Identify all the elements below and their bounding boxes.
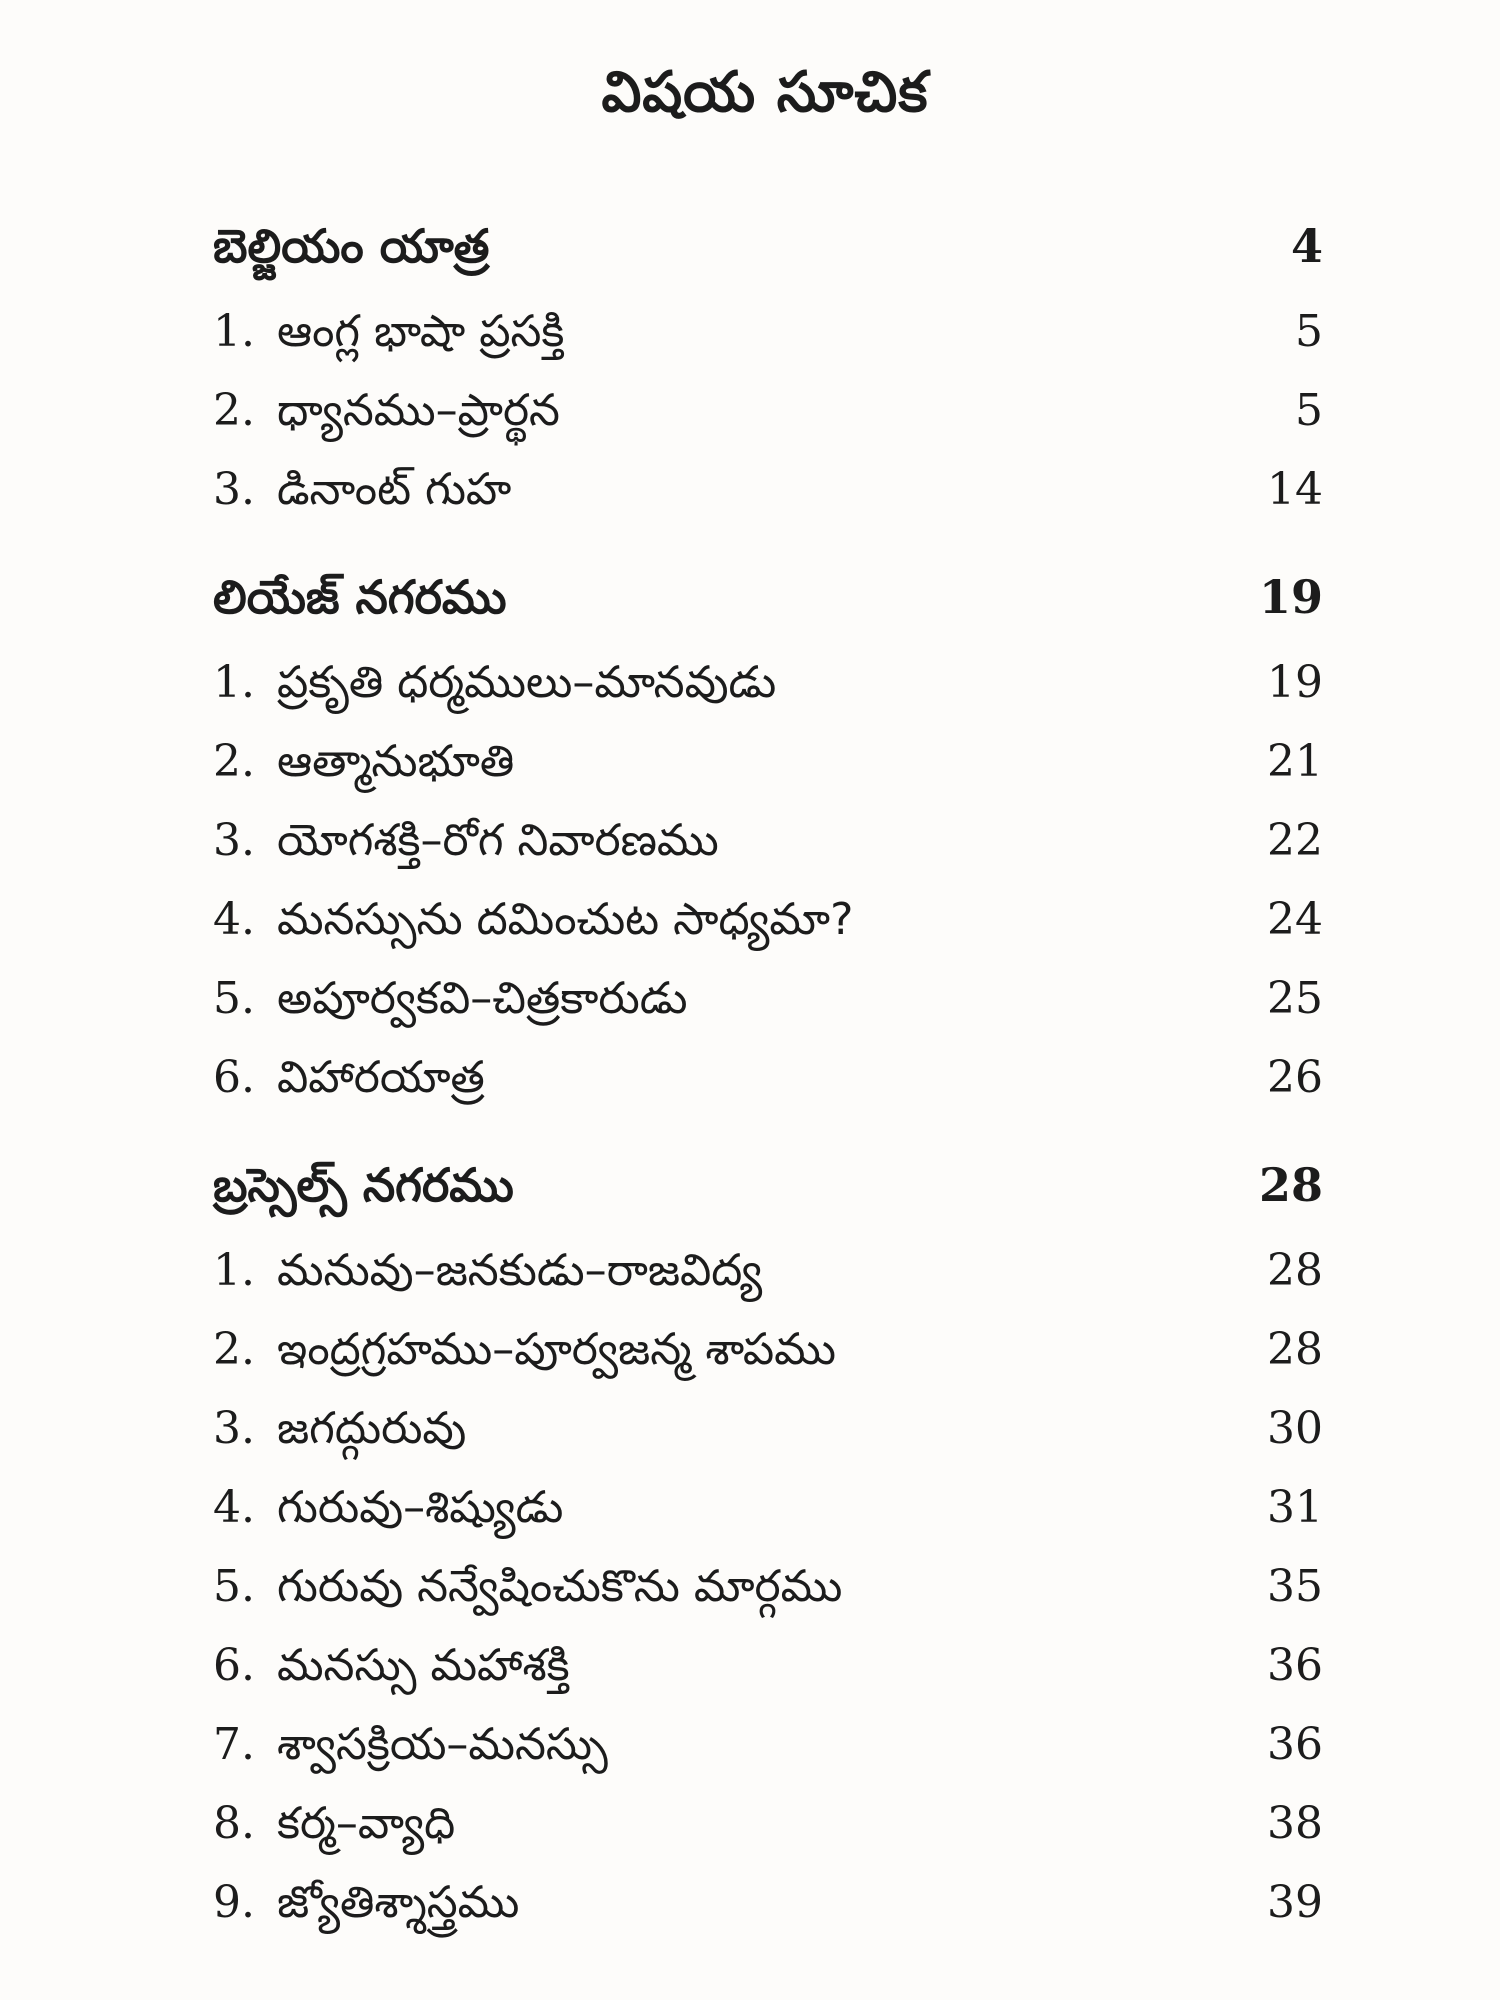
- toc-entry: [213, 1784, 1323, 1863]
- entry-page-number: 22: [1267, 815, 1323, 866]
- toc-entry: [213, 1231, 1323, 1310]
- section-heading: [213, 551, 1323, 643]
- entry-number: 5.: [213, 973, 255, 1024]
- section-heading: [213, 1139, 1323, 1231]
- entry-page-number: 39: [1267, 1877, 1323, 1928]
- entry-page-number: 35: [1267, 1561, 1323, 1612]
- entry-number: 3.: [213, 815, 255, 866]
- toc-entry: [213, 1468, 1323, 1547]
- entry-title: ప్రకృతి ధర్మములు–మానవుడు: [277, 657, 777, 708]
- entry-title: ధ్యానము–ప్రార్థన: [277, 385, 560, 436]
- entry-page-number: 14: [1267, 464, 1323, 515]
- entry-title: ఆత్మానుభూతి: [277, 736, 515, 787]
- entry-title: శ్వాసక్రియ–మనస్సు: [277, 1719, 608, 1770]
- entry-number: 3.: [213, 464, 255, 515]
- entry-number: 2.: [213, 736, 255, 787]
- entry-page-number: 38: [1267, 1798, 1323, 1849]
- entry-number: 8.: [213, 1798, 255, 1849]
- toc-entry: [213, 1547, 1323, 1626]
- toc-entry: [213, 450, 1323, 529]
- entry-title: మనస్సును దమించుట సాధ్యమా?: [277, 894, 854, 945]
- entry-title: గురువు–శిష్యుడు: [277, 1482, 564, 1533]
- entry-page-number: 36: [1267, 1640, 1323, 1691]
- entry-number: 3.: [213, 1403, 255, 1454]
- entry-title: ఇంద్రగ్రహము–పూర్వజన్మ శాపము: [277, 1324, 836, 1375]
- entry-title: విహారయాత్ర: [277, 1052, 485, 1103]
- toc-entry: [213, 643, 1323, 722]
- entry-title: డినాంట్ గుహ: [277, 464, 512, 515]
- section-title: బెల్జియం యాత్ర: [213, 219, 490, 273]
- entry-number: 7.: [213, 1719, 255, 1770]
- entry-page-number: 31: [1267, 1482, 1323, 1533]
- entry-title: కర్మ–వ్యాధి: [277, 1798, 456, 1849]
- entry-page-number: 19: [1267, 657, 1323, 708]
- entry-title: మనస్సు మహాశక్తి: [277, 1640, 570, 1691]
- section-title: లియేజ్ నగరము: [213, 570, 507, 624]
- entry-title: అపూర్వకవి–చిత్రకారుడు: [277, 973, 688, 1024]
- entry-number: 2.: [213, 1324, 255, 1375]
- toc-entry: [213, 1310, 1323, 1389]
- toc-entry: [213, 1389, 1323, 1468]
- entry-title: యోగశక్తి–రోగ నివారణము: [277, 815, 719, 866]
- entry-number: 6.: [213, 1640, 255, 1691]
- entry-page-number: 25: [1267, 973, 1323, 1024]
- toc-entry: [213, 1038, 1323, 1117]
- toc-entry: [213, 1863, 1323, 1942]
- entry-number: 6.: [213, 1052, 255, 1103]
- entry-number: 4.: [213, 894, 255, 945]
- page-title: విషయ సూచిక: [601, 60, 929, 125]
- entry-page-number: 26: [1267, 1052, 1323, 1103]
- section-spacer: [213, 1117, 1323, 1139]
- toc-list: [213, 200, 1323, 1942]
- section-heading: [213, 200, 1323, 292]
- entry-page-number: 28: [1267, 1245, 1323, 1296]
- entry-page-number: 28: [1267, 1324, 1323, 1375]
- entry-number: 9.: [213, 1877, 255, 1928]
- entry-page-number: 21: [1267, 736, 1323, 787]
- entry-page-number: 24: [1267, 894, 1323, 945]
- section-page-number: 19: [1258, 570, 1323, 624]
- section-page-number: 4: [1290, 219, 1323, 273]
- entry-title: జ్యోతిశ్శాస్త్రము: [277, 1877, 520, 1928]
- entry-number: 4.: [213, 1482, 255, 1533]
- entry-page-number: 30: [1267, 1403, 1323, 1454]
- entry-page-number: 36: [1267, 1719, 1323, 1770]
- toc-entry: [213, 1626, 1323, 1705]
- toc-entry: [213, 801, 1323, 880]
- toc-entry: [213, 292, 1323, 371]
- entry-number: 1.: [213, 1245, 255, 1296]
- entry-page-number: 5: [1295, 385, 1323, 436]
- toc-entry: [213, 722, 1323, 801]
- entry-title: జగద్గురువు: [277, 1403, 467, 1454]
- entry-page-number: 5: [1295, 306, 1323, 357]
- section-page-number: 28: [1258, 1158, 1323, 1212]
- entry-title: గురువు నన్వేషించుకొను మార్గము: [277, 1561, 843, 1612]
- toc-entry: [213, 1705, 1323, 1784]
- entry-title: మనువు–జనకుడు–రాజవిద్య: [277, 1245, 763, 1296]
- toc-entry: [213, 880, 1323, 959]
- toc-entry: [213, 959, 1323, 1038]
- toc-entry: [213, 371, 1323, 450]
- section-spacer: [213, 529, 1323, 551]
- entry-number: 2.: [213, 385, 255, 436]
- entry-number: 1.: [213, 306, 255, 357]
- section-title: బ్రస్సెల్స్ నగరము: [213, 1158, 514, 1212]
- entry-number: 5.: [213, 1561, 255, 1612]
- entry-title: ఆంగ్ల భాషా ప్రసక్తి: [277, 306, 565, 357]
- entry-number: 1.: [213, 657, 255, 708]
